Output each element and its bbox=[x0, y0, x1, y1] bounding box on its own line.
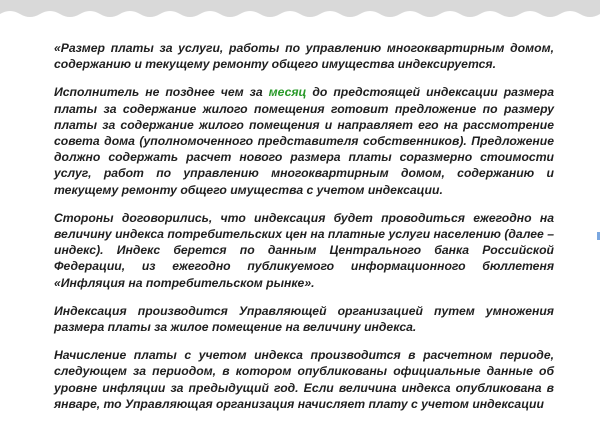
paragraph-charging bbox=[54, 347, 554, 412]
paragraph-text-before: Исполнитель не позднее чем за bbox=[54, 85, 269, 100]
paragraph-indexation-method bbox=[54, 303, 554, 335]
month-link[interactable]: месяц bbox=[268, 85, 307, 100]
paragraph-parties-agreement bbox=[54, 210, 554, 291]
paragraph-text: Индексация производится Управляющей организацией путем умножения размера платы за жилое помещение на величину индекса. bbox=[54, 303, 554, 335]
paragraph-text: «Размер платы за услуги, работы по управлению многоквартирным домом, содержанию и текущему ремонту общего имущества индексируется. bbox=[54, 41, 554, 72]
paragraph-text-after: до предстоящей индексации размера платы за содержание жилого помещения готовит предложение по размеру платы за содержание жилого помещения и направляет его на рассмотрение совета дома (уполномоченного представителя собственников). Предложение должно содержать расчет нового размера платы соразмерно стоимости услуг, работ по управлению многоквартирным домом, содержанию и текущему ремонту общего имущества с учетом индексации. bbox=[54, 85, 554, 197]
paragraph-executor-proposal bbox=[54, 84, 554, 197]
paragraph-text: Начисление платы с учетом индекса производится в расчетном периоде, следующем за периодом, в котором опубликованы официальные данные об уровне инфляции за предыдущий год. Если величина индекса опубликована в январе, то Управляющая организация начисляет плату с учетом индексации bbox=[54, 348, 554, 411]
paragraph-text: Стороны договорились, что индексация будет проводиться ежегодно на величину индекса потребительских цен на платные услуги населению (далее – индекс). Индекс берется по данным Центрального банка Российской Федерации, из ежегодно публикуемого информационного бюллетеня «Инфляция на потребительском рынке». bbox=[54, 210, 554, 290]
document-body bbox=[54, 40, 554, 424]
paragraph-indexation-statement bbox=[54, 40, 554, 72]
